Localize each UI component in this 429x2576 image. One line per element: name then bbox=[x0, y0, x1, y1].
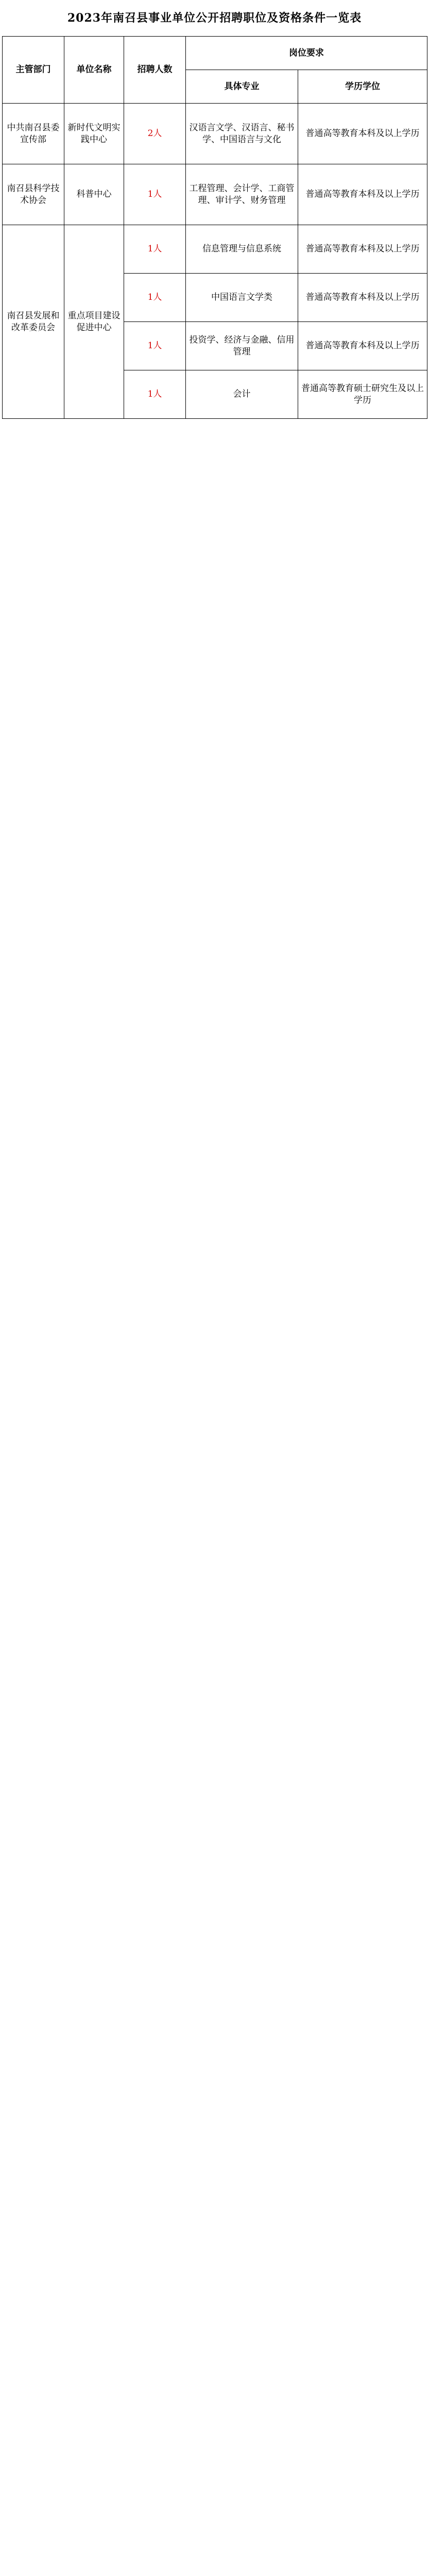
cell-degree: 普通高等教育本科及以上学历 bbox=[298, 274, 427, 322]
cell-degree: 普通高等教育本科及以上学历 bbox=[298, 164, 427, 225]
document-title: 2023年南召县事业单位公开招聘职位及资格条件一览表 bbox=[67, 11, 362, 25]
cell-degree: 普通高等教育本科及以上学历 bbox=[298, 322, 427, 370]
table-row bbox=[3, 225, 427, 274]
table-row bbox=[3, 104, 427, 164]
cell-degree: 普通高等教育硕士研究生及以上学历 bbox=[298, 370, 427, 419]
cell-department: 南召县科学技术协会 bbox=[3, 164, 64, 225]
cell-unit: 科普中心 bbox=[64, 164, 124, 225]
cell-major: 工程管理、会计学、工商管理、审计学、财务管理 bbox=[186, 164, 298, 225]
table-header-row bbox=[3, 37, 427, 70]
cell-department: 中共南召县委宣传部 bbox=[3, 104, 64, 164]
cell-count: 1人 bbox=[124, 164, 186, 225]
recruitment-table bbox=[2, 36, 427, 419]
cell-count: 1人 bbox=[124, 322, 186, 370]
cell-major: 信息管理与信息系统 bbox=[186, 225, 298, 274]
cell-unit: 新时代文明实践中心 bbox=[64, 104, 124, 164]
cell-major: 投资学、经济与金融、信用管理 bbox=[186, 322, 298, 370]
header-unit: 单位名称 bbox=[64, 37, 124, 104]
header-major: 具体专业 bbox=[186, 70, 298, 104]
cell-degree: 普通高等教育本科及以上学历 bbox=[298, 104, 427, 164]
cell-degree: 普通高等教育本科及以上学历 bbox=[298, 225, 427, 274]
table-row bbox=[3, 164, 427, 225]
header-post-requirements: 岗位要求 bbox=[186, 37, 427, 70]
cell-major: 会计 bbox=[186, 370, 298, 419]
cell-department: 南召县发展和改革委员会 bbox=[3, 225, 64, 419]
cell-count: 1人 bbox=[124, 225, 186, 274]
header-count: 招聘人数 bbox=[124, 37, 186, 104]
cell-major: 中国语言文学类 bbox=[186, 274, 298, 322]
cell-count: 2人 bbox=[124, 104, 186, 164]
cell-count: 1人 bbox=[124, 370, 186, 419]
cell-major: 汉语言文学、汉语言、秘书学、中国语言与文化 bbox=[186, 104, 298, 164]
cell-count: 1人 bbox=[124, 274, 186, 322]
cell-unit: 重点项目建设促进中心 bbox=[64, 225, 124, 419]
header-degree: 学历学位 bbox=[298, 70, 427, 104]
header-department: 主管部门 bbox=[3, 37, 64, 104]
